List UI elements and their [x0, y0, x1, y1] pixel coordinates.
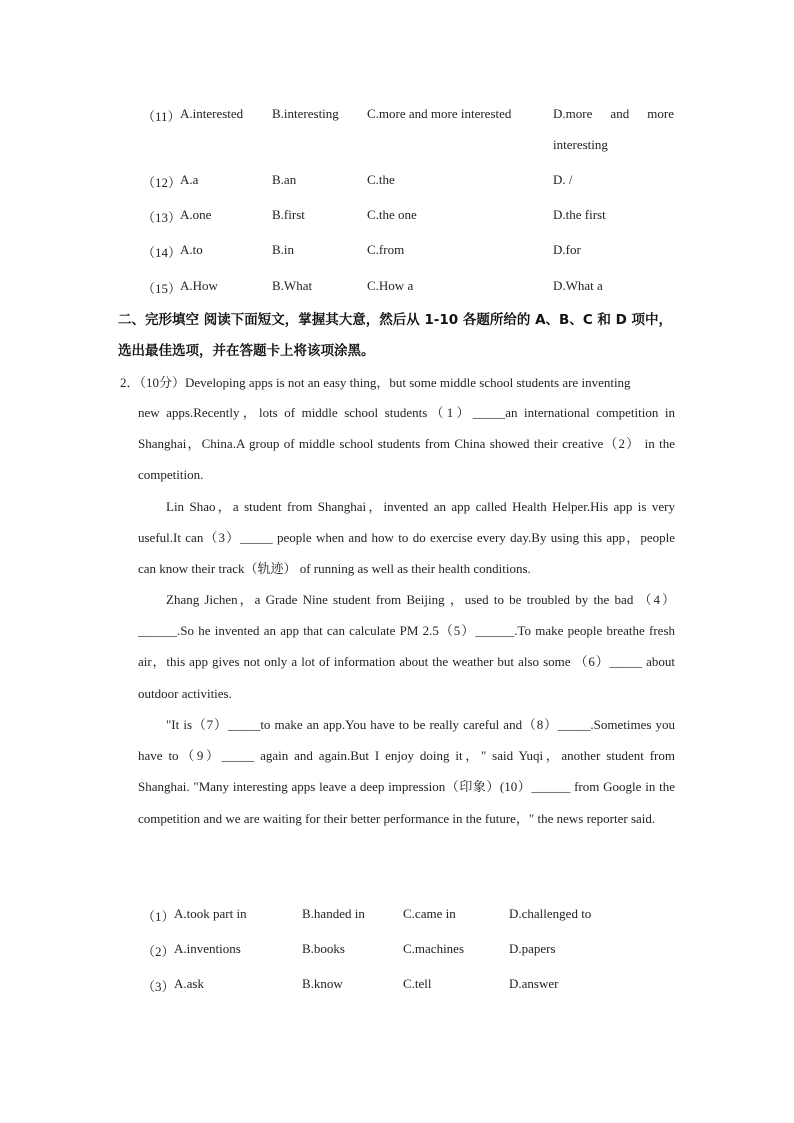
- option-number: （3）: [142, 979, 175, 994]
- option-b: B.know: [302, 976, 343, 991]
- option-a: A.How: [180, 278, 218, 293]
- option-c: C.more and more interested: [367, 106, 512, 121]
- question-intro: Developing apps is not an easy thing，but some middle school students are inventing: [185, 375, 631, 390]
- sub-option-row-2: [0, 941, 794, 961]
- option-d: D.the first: [553, 207, 606, 222]
- option-a: A.took part in: [174, 906, 247, 921]
- section-heading: [118, 305, 688, 367]
- option-row-11-cont: [0, 137, 794, 157]
- option-row-11: [0, 106, 794, 126]
- option-row-14: [0, 242, 794, 262]
- option-number: （12）: [142, 175, 182, 190]
- option-row-13: [0, 207, 794, 227]
- option-c: C.the one: [367, 207, 417, 222]
- option-d-cont: interesting: [553, 137, 608, 152]
- passage-paragraph-4: "It is（7）_____to make an app.You have to be really careful and（8）_____.Sometimes you have to（9）_____ again and again.But I enjoy doing it，" said Yuqi，another student from Shanghai. "Many interesting apps leave a deep impression（印象）(10）______ from Google in the competition and we are waiting for their better performance in the future，" the news reporter said.: [138, 717, 675, 826]
- sub-option-row-3: [0, 976, 794, 996]
- option-d: D.papers: [509, 941, 556, 956]
- option-a: A.a: [180, 172, 199, 187]
- option-d: D.challenged to: [509, 906, 592, 921]
- option-b: B.interesting: [272, 106, 339, 121]
- option-c: C.How a: [367, 278, 414, 293]
- section-heading-line2: 选出最佳选项，并在答题卡上将该项涂黑。: [118, 343, 375, 359]
- option-b: B.first: [272, 207, 305, 222]
- option-a: A.to: [180, 242, 203, 257]
- option-d: D.for: [553, 242, 581, 257]
- option-c: C.from: [367, 242, 405, 257]
- question-number: 2．（10分）: [120, 375, 186, 390]
- option-d: D.What a: [553, 278, 603, 293]
- option-number: （14）: [142, 245, 182, 260]
- option-number: （2）: [142, 944, 175, 959]
- option-number: （11）: [142, 109, 181, 124]
- option-d: D.more and more: [553, 106, 674, 121]
- option-b: B.in: [272, 242, 295, 257]
- option-number: （1）: [142, 909, 175, 924]
- option-a: A.one: [180, 207, 212, 222]
- option-a: A.inventions: [174, 941, 241, 956]
- option-c: C.the: [367, 172, 395, 187]
- passage-paragraph-3: Zhang Jichen，a Grade Nine student from Beijing ，used to be troubled by the bad （4）______.So he invented an app that can calculate PM 2.5（5）______.To make people breathe fresh air，this app gives not only a lot of information about the weather but also some （6）_____ about outdoor activities.: [138, 592, 675, 701]
- option-a: A.ask: [174, 976, 204, 991]
- option-c: C.machines: [403, 941, 465, 956]
- option-a: A.interested: [180, 106, 244, 121]
- option-c: C.came in: [403, 906, 456, 921]
- question-header: [120, 372, 680, 391]
- option-b: B.What: [272, 278, 313, 293]
- option-d: D. /: [553, 172, 573, 187]
- option-b: B.an: [272, 172, 297, 187]
- option-c: C.tell: [403, 976, 432, 991]
- option-row-15: [0, 278, 794, 298]
- sub-option-row-1: [0, 906, 794, 926]
- passage-paragraph-1: new apps.Recently，lots of middle school students（1）_____an international competition in Shanghai，China.A group of middle school students from China showed their creative（2） in the competition.: [138, 405, 675, 483]
- passage-paragraph-2: Lin Shao，a student from Shanghai，invented an app called Health Helper.His app is very useful.It can（3）_____ people when and how to do exercise every day.By using this app，people can know their track（轨迹） of running as well as their health conditions.: [138, 499, 675, 577]
- option-number: （13）: [142, 210, 182, 225]
- option-b: B.handed in: [302, 906, 365, 921]
- option-b: B.books: [302, 941, 345, 956]
- option-d: D.answer: [509, 976, 559, 991]
- option-number: （15）: [142, 281, 182, 296]
- section-heading-line1: 二、完形填空 阅读下面短文，掌握其大意，然后从 1-10 各题所给的 A、B、C 和 D 项中，: [118, 312, 673, 328]
- option-row-12: [0, 172, 794, 192]
